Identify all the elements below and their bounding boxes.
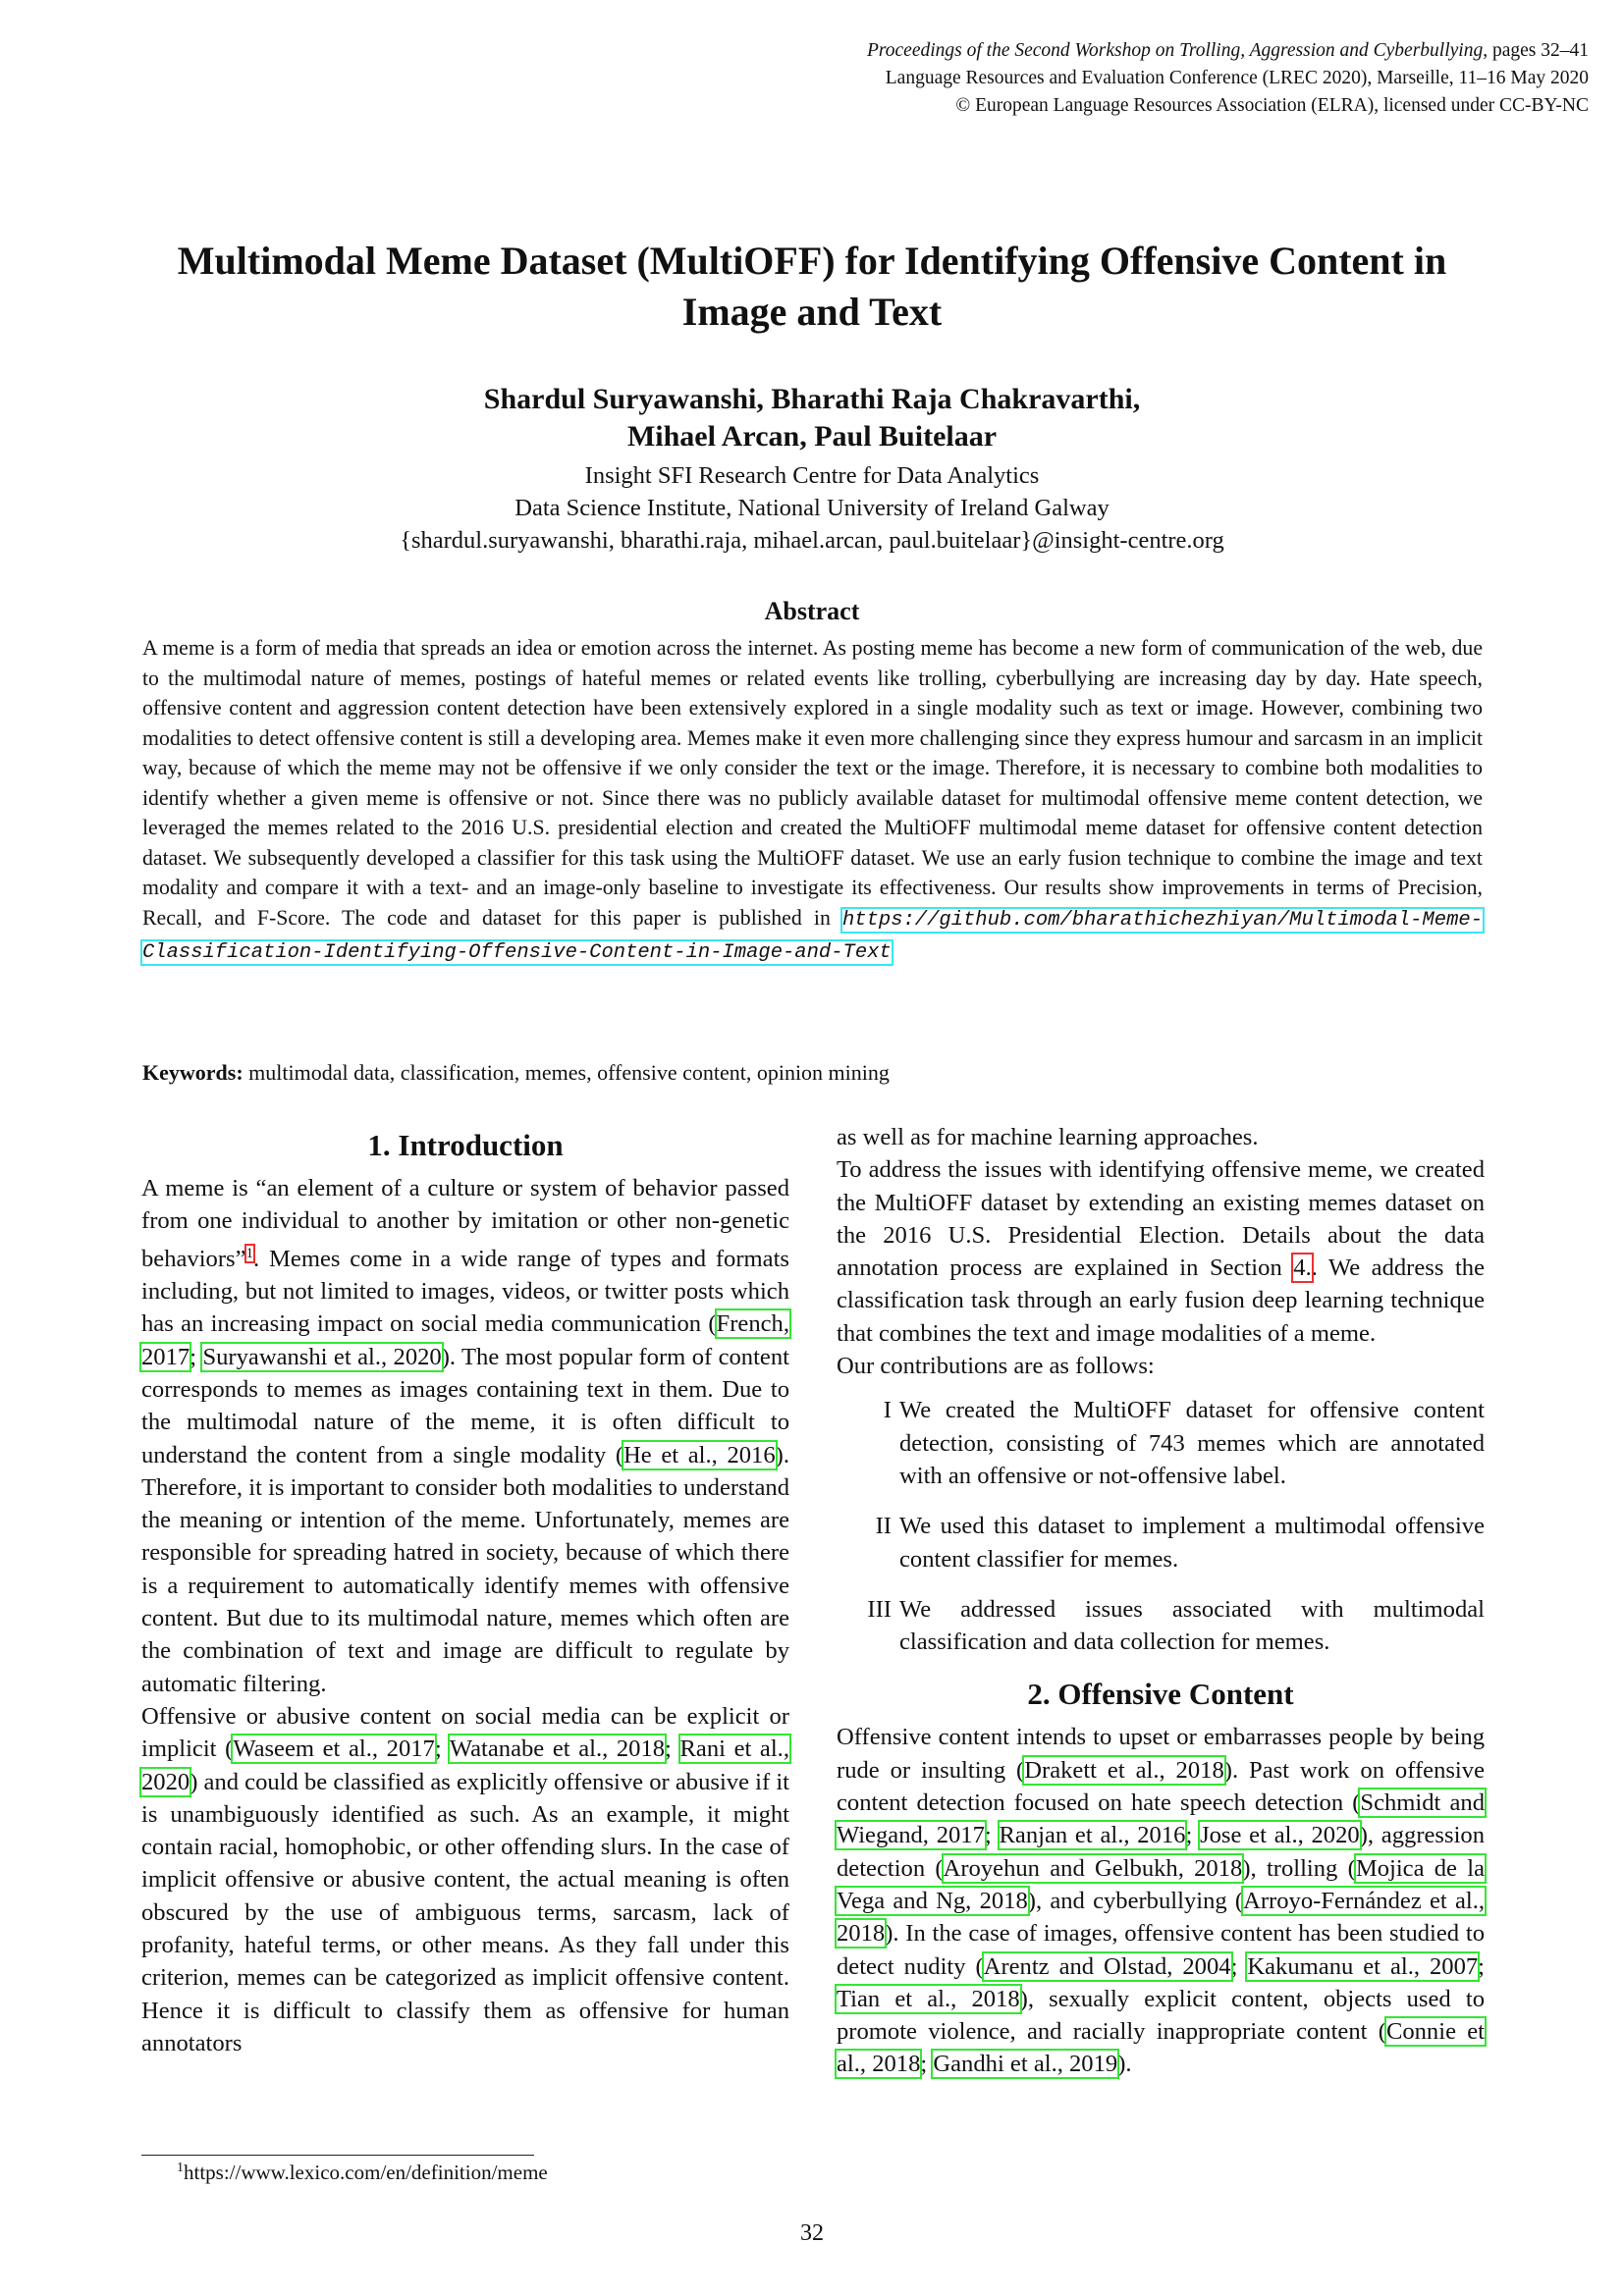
- left-column: [141, 1121, 789, 2059]
- abstract-heading: Abstract: [764, 597, 860, 625]
- keywords: [142, 1060, 890, 1086]
- citation-arentz[interactable]: Arentz and Olstad, 2004: [983, 1952, 1231, 1980]
- text: ), and cyberbullying (: [1027, 1887, 1244, 1914]
- proceedings-header: [867, 37, 1589, 120]
- intro-paragraph-3: as well as for machine learning approaches.: [837, 1124, 1259, 1150]
- citation-ranjan[interactable]: Ranjan et al., 2016: [999, 1822, 1186, 1849]
- license-line: © European Language Resources Association (ELRA), licensed under CC-BY-NC: [955, 95, 1589, 116]
- text: ).: [1117, 2051, 1132, 2078]
- citation-gandhi[interactable]: Gandhi et al., 2019: [933, 2051, 1118, 2078]
- text: . We address the classification task through an early fusion deep learning technique that combines the text and image modalities of a meme.: [837, 1255, 1485, 1347]
- keywords-label: Keywords:: [142, 1060, 244, 1085]
- footnote-1: [177, 2161, 548, 2185]
- footnote-url[interactable]: https://www.lexico.com/en/definition/meme: [184, 2161, 548, 2184]
- citation-waseem[interactable]: Waseem et al., 2017: [233, 1735, 435, 1763]
- citation-watanabe[interactable]: Watanabe et al., 2018: [449, 1735, 666, 1763]
- footnote-number: 1: [177, 2161, 184, 2175]
- author-emails: {shardul.suryawanshi, bharathi.raja, mihael.arcan, paul.buitelaar}@insight-centre.org: [400, 527, 1224, 554]
- list-item: [837, 1394, 1485, 1492]
- paper-title: [98, 236, 1526, 338]
- text: Offensive or abusive content on social media can be explicit or implicit (: [141, 1702, 789, 1763]
- text: ), sexually explicit content, objects used to promote violence, and racially inappropriate content (: [837, 1985, 1485, 2046]
- authors: [0, 381, 1624, 455]
- list-text: We used this dataset to implement a multimodal offensive content classifier for memes.: [899, 1513, 1485, 1573]
- affiliation-line-1: Insight SFI Research Centre for Data Analytics: [584, 462, 1040, 489]
- list-item: [837, 1593, 1485, 1659]
- citation-arroyo[interactable]: Arroyo-Fernández et al., 2018: [837, 1887, 1485, 1948]
- title-line-1: Multimodal Meme Dataset (MultiOFF) for Identifying Offensive Content in: [177, 239, 1447, 283]
- contributions-list: [837, 1394, 1485, 1658]
- text: ) and could be classified as explicitly offensive or abusive if it is unambiguously identified as such. As an example, it might contain racial, homophobic, or other offending slurs. In the case of implicit offensive or abusive content, the actual meaning is often obscured by the use of ambiguous terms, sarcasm, lack of profanity, hateful terms, or other means. As they fall under this criterion, memes can be categorized as implicit offensive content. Hence it is difficult to classify them as offensive for human annotators: [141, 1768, 789, 2056]
- text: ). In the case of images, offensive content has been studied to detect nudity (: [837, 1920, 1485, 1980]
- citation-rani[interactable]: Rani et al., 2020: [141, 1735, 789, 1795]
- list-number: III: [867, 1595, 892, 1623]
- footnote-1-marker[interactable]: 1: [245, 1245, 254, 1261]
- page-number: 32: [800, 2220, 824, 2246]
- list-text: We created the MultiOFF dataset for offensive content detection, consisting of 743 memes which are annotated with an offensive or not-offensive label.: [899, 1397, 1485, 1489]
- citation-mojica[interactable]: Mojica de la Vega and Ng, 2018: [837, 1854, 1485, 1914]
- abstract-text: A meme is a form of media that spreads an idea or emotion across the internet. As posting meme has become a new form of communication of the web, due to the multimodal nature of memes, postings of hateful memes or related events like trolling, cyberbullying are increasing day by day. Hate speech, offensive content and aggression content detection have been extensively explored in a single modality such as text or image. However, combining two modalities to detect offensive content is still a developing area. Memes make it even more challenging since they express humour and sarcasm in an implicit way, because of which the meme may not be offensive if we only consider the text or the image. Therefore, it is necessary to combine both modalities to identify whether a given meme is offensive or not. Since there was no publicly available dataset for multimodal offensive meme content detection, we leveraged the memes related to the 2016 U.S. presidential election and created the MultiOFF multimodal meme dataset for offensive content detection dataset. We subsequently developed a classifier for this task using the MultiOFF dataset. We use an early fusion technique to combine the image and text modality and compare it with a text- and an image-only baseline to investigate its effectiveness. Our results show improvements in terms of Precision, Recall, and F-Score. The code and dataset for this paper is published in: [142, 636, 1483, 930]
- text: ), aggression detection (: [837, 1822, 1485, 1882]
- intro-paragraph-5: Our contributions are as follows:: [837, 1353, 1155, 1380]
- text: . Memes come in a wide range of types and formats including, but not limited to images, videos, or twitter posts which has an increasing impact on social media communication (: [141, 1245, 789, 1338]
- intro-paragraph-2: Offensive or abusive content on social media can be explicit or implicit (Waseem et al., 2017; Watanabe et al., 2018; Rani et al., 2020) and could be classified as explicitly offensive or abusive if it is unambiguously identified as such. As an example, it might contain racial, homophobic, or other offending slurs. In the case of implicit offensive or abusive content, the actual meaning is often obscured by the use of ambiguous terms, sarcasm, lack of profanity, hateful terms, or other means. As they fall under this criterion, memes can be categorized as implicit offensive content. Hence it is difficult to classify them as offensive for human annotators: [141, 1702, 789, 2056]
- list-number: I: [883, 1397, 892, 1424]
- authors-line-1: Shardul Suryawanshi, Bharathi Raja Chakravarthi,: [483, 383, 1141, 415]
- intro-paragraph-1: A meme is “an element of a culture or system of behavior passed from one individual to another by imitation or other non-genetic behaviors”$^1$. Memes come in a wide range of types and formats including, but not limited to images, videos, or twitter posts which has an increasing impact on social media communication (French, 2017; Suryawanshi et al., 2020). The most popular form of content corresponds to memes as images containing text in them. Due to the multimodal nature of the meme, it is often difficult to understand the content from a single modality (He et al., 2016). Therefore, it is important to consider both modalities to understand the meaning or intention of the meme. Unfortunately, memes are responsible for spreading hatred in society, because of which there is a requirement to automatically identify memes with offensive content. But due to its multimodal nature, memes which often are the combination of text and image are difficult to regulate by automatic filtering.: [141, 1175, 789, 1697]
- footnote-divider: [141, 2155, 534, 2156]
- citation-aroyehun[interactable]: Aroyehun and Gelbukh, 2018: [943, 1854, 1243, 1882]
- text: Offensive content intends to upset or embarrasses people by being rude or insulting (: [837, 1724, 1485, 1784]
- code-dataset-link[interactable]: https://github.com/bharathichezhiyan/Multimodal-Meme-Classification-Identifying-Offensive-Content-in-Image-and-Text: [142, 908, 1483, 964]
- section-introduction-heading: 1. Introduction: [367, 1128, 564, 1162]
- text: To address the issues with identifying offensive meme, we created the MultiOFF dataset by extending an existing memes dataset on the 2016 U.S. Presidential Election. Details about the data annotation process are explained in Section: [837, 1156, 1485, 1282]
- title-line-2: Image and Text: [681, 290, 943, 334]
- text: ). Past work on offensive content detection focused on hate speech detection (: [837, 1756, 1485, 1817]
- right-column: [837, 1121, 1485, 2081]
- list-item: [837, 1510, 1485, 1575]
- section-offensive-content-heading: 2. Offensive Content: [1027, 1677, 1294, 1712]
- offensive-paragraph: Offensive content intends to upset or embarrasses people by being rude or insulting (Drakett et al., 2018). Past work on offensive content detection focused on hate speech detection (Schmidt and Wiegand, 2017; Ranjan et al., 2016; Jose et al., 2020), aggression detection (Aroyehun and Gelbukh, 2018), trolling (Mojica de la Vega and Ng, 2018), and cyberbullying (Arroyo-Fernández et al., 2018). In the case of images, offensive content has been studied to detect nudity (Arentz and Olstad, 2004; Kakumanu et al., 2007; Tian et al., 2018), sexually explicit content, objects used to promote violence, and racially inappropriate content (Connie et al., 2018; Gandhi et al., 2019).: [837, 1724, 1486, 2078]
- citation-he[interactable]: He et al., 2016: [623, 1441, 776, 1468]
- intro-paragraph-4: [837, 1153, 1485, 1350]
- citation-connie[interactable]: Connie et al., 2018: [837, 2018, 1485, 2078]
- citation-suryawanshi[interactable]: Suryawanshi et al., 2020: [202, 1343, 442, 1370]
- list-number: II: [875, 1513, 892, 1540]
- proceedings-title: Proceedings of the Second Workshop on Trolling, Aggression and Cyberbullying: [867, 40, 1484, 61]
- text: ). Therefore, it is important to consider both modalities to understand the meaning or intention of the meme. Unfortunately, memes are responsible for spreading hatred in society, because of which there is a requirement to automatically identify memes with offensive content. But due to its multimodal nature, memes which often are the combination of text and image are difficult to regulate by automatic filtering.: [141, 1441, 789, 1697]
- text: ). The most popular form of content corresponds to memes as images containing text in them. Due to the multimodal nature of the meme, it is often difficult to understand the content from a single modality (: [141, 1343, 789, 1468]
- text: ), trolling (: [1242, 1854, 1356, 1882]
- citation-french[interactable]: French, 2017: [141, 1310, 789, 1370]
- keywords-text: multimodal data, classification, memes, offensive content, opinion mining: [243, 1060, 890, 1085]
- section-ref-4[interactable]: 4.: [1293, 1255, 1312, 1282]
- text: A meme is “an element of a culture or system of behavior passed from one individual to another by imitation or other non-genetic behaviors”: [141, 1175, 789, 1272]
- citation-drakett[interactable]: Drakett et al., 2018: [1024, 1756, 1224, 1784]
- affiliation-line-2: Data Science Institute, National University of Ireland Galway: [514, 495, 1110, 521]
- list-text: We addressed issues associated with multimodal classification and data collection for memes.: [899, 1595, 1485, 1656]
- abstract-body: [142, 633, 1483, 969]
- citation-tian[interactable]: Tian et al., 2018: [837, 1985, 1020, 2012]
- authors-line-2: Mihael Arcan, Paul Buitelaar: [626, 420, 998, 453]
- citation-schmidt[interactable]: Schmidt and Wiegand, 2017: [837, 1789, 1485, 1849]
- citation-jose[interactable]: Jose et al., 2020: [1200, 1822, 1360, 1849]
- affiliation: [0, 459, 1624, 557]
- conference-line: Language Resources and Evaluation Conference (LREC 2020), Marseille, 11–16 May 2020: [885, 68, 1589, 88]
- citation-kakumanu[interactable]: Kakumanu et al., 2007: [1247, 1952, 1479, 1980]
- proceedings-pages: , pages 32–41: [1483, 40, 1589, 61]
